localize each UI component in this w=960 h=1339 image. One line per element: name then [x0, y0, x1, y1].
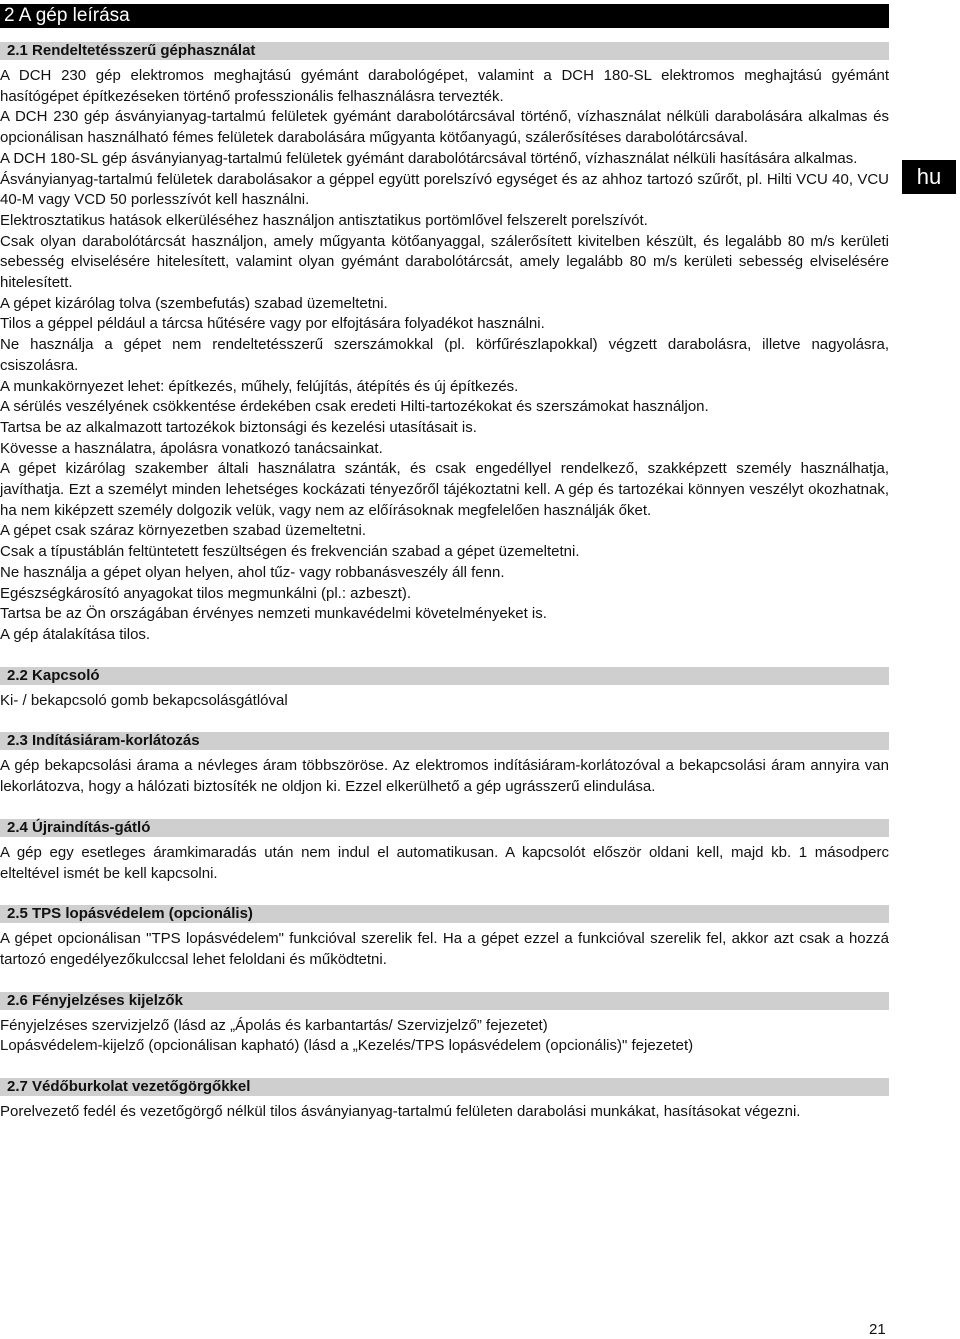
paragraph: A gépet kizárólag szakember általi használatra szánták, és csak engedéllyel rendelkező, szakképzett személy használhatja, javíthatja. Ezt a személyt minden lehetséges kockázati tényezőről tájékoztatni kell. A gép és tartozékai könnyen veszélyt okozhatnak, ha nem kiképzett személy dolgozik velük, vagy nem az előírásoknak megfelelően használják őket. [0, 460, 889, 519]
paragraph: Egészségkárosító anyagokat tilos megmunkálni (pl.: azbeszt). [0, 584, 412, 602]
paragraph: A gép átalakítása tilos. [0, 625, 151, 643]
paragraph: Ne használja a gépet nem rendeltetésszerű szerszámokkal (pl. körfűrészlapokkal) végzett darabolásra, illetve nagyolásra, csiszolásra. [0, 336, 889, 374]
section-heading: 2.3 Indításiáram-korlátozás [0, 732, 889, 750]
paragraph: Tartsa be az alkalmazott tartozékok biztonsági és kezelési utasításait is. [0, 418, 477, 436]
paragraph: A DCH 230 gép elektromos meghajtású gyémánt darabológépet, valamint a DCH 180-SL elektromos meghajtású gyémánt hasítógépet építkezéseken történő professzionális felhasználásra tervezték. [0, 67, 889, 105]
section-2-3 [0, 732, 889, 797]
paragraph: Porelvezető fedél és vezetőgörgő nélkül tilos ásványianyag-tartalmú felületen darabolási munkákat, hasításokat végezni. [0, 1103, 801, 1121]
section-heading: 2.7 Védőburkolat vezetőgörgőkkel [0, 1078, 889, 1096]
spacer [0, 711, 889, 732]
section-2-2 [0, 667, 889, 712]
spacer [0, 646, 889, 667]
section-heading: 2.1 Rendeltetésszerű géphasználat [0, 42, 889, 60]
paragraph: A gépet csak száraz környezetben szabad üzemeltetni. [0, 522, 367, 540]
section-heading: 2.5 TPS lopásvédelem (opcionális) [0, 905, 889, 923]
paragraph: A DCH 230 gép ásványianyag-tartalmú felületek gyémánt darabolótárcsával történő, vízhasználat nélküli darabolására alkalmas és opcionálisan használható fémes felületek darabolására műgyanta kötőanyagú, szálerősítéses darabolótárcsával. [0, 108, 889, 147]
page-content [0, 42, 889, 1123]
language-tab: hu [902, 160, 956, 194]
paragraph: A DCH 180-SL gép ásványianyag-tartalmú felületek gyémánt darabolótárcsával történő, vízhasználat nélküli hasítására alkalmas. [0, 149, 858, 167]
paragraph: Lopásvédelem-kijelző (opcionálisan kapható) (lásd a „Kezelés/TPS lopásvédelem (opcionális)" fejezetet) [0, 1037, 694, 1055]
paragraph: A gép bekapcsolási árama a névleges áram többszöröse. Az elektromos indításiáram-korlátozóval a bekapcsolási áram annyira van lekorlátozva, hogy a hálózati biztosíték ne oldjon ki. Ezzel elkerülhető a gép ugrásszerű elindulása. [0, 757, 889, 796]
paragraph: A sérülés veszélyének csökkentése érdekében csak eredeti Hilti-tartozékokat és szerszámokat használjon. [0, 398, 709, 416]
section-2-6 [0, 992, 889, 1057]
paragraph: Ne használja a gépet olyan helyen, ahol tűz- vagy robbanásveszély áll fenn. [0, 563, 505, 581]
paragraph: Ásványianyag-tartalmú felületek darabolásakor a géppel együtt porelszívó egységet és az ahhoz tartozó szűrőt, pl. Hilti VCU 40, VCU 40-M vagy VCD 50 porlesszívót kell használni. [0, 170, 889, 209]
section-2-5 [0, 905, 889, 970]
paragraph: Fényjelzéses szervizjelző (lásd az „Ápolás és karbantartás/ Szervizjelző” fejezetet) [0, 1016, 548, 1034]
paragraph: A gépet kizárólag tolva (szembefutás) szabad üzemeltetni. [0, 294, 388, 312]
paragraph: Csak olyan darabolótárcsát használjon, amely műgyanta kötőanyaggal, szálerősített kivitelben készült, és legalább 80 m/s kerületi sebesség elviselésére hitelesített, valamint olyan gyémánt darabolótárcsát, amely legalább 80 m/s kerületi sebesség elviselésére hitelesített. [0, 232, 889, 292]
paragraph: A gép egy esetleges áramkimaradás után nem indul el automatikusan. A kapcsolót először oldani kell, majd kb. 1 másodperc elteltével ismét be kell kapcsolni. [0, 843, 889, 882]
paragraph: Tartsa be az Ön országában érvényes nemzeti munkavédelmi követelményeket is. [0, 605, 547, 623]
section-2-1 [0, 42, 889, 646]
section-2-4 [0, 819, 889, 884]
chapter-title: 2 A gép leírása [0, 4, 889, 28]
spacer [0, 884, 889, 905]
section-2-7 [0, 1078, 889, 1123]
paragraph: A munkakörnyezet lehet: építkezés, műhely, felújítás, átépítés és új építkezés. [0, 377, 519, 395]
spacer [0, 798, 889, 819]
paragraph: Ki- / bekapcsoló gomb bekapcsolásgátlóval [0, 691, 288, 709]
paragraph: Elektrosztatikus hatások elkerüléséhez használjon antisztatikus portömlővel felszerelt porelszívót. [0, 211, 648, 229]
spacer [0, 1057, 889, 1078]
section-heading: 2.6 Fényjelzéses kijelzők [0, 992, 889, 1010]
spacer [0, 971, 889, 992]
page-number: 21 [869, 1321, 886, 1338]
section-heading: 2.2 Kapcsoló [0, 667, 889, 685]
section-heading: 2.4 Újraindítás-gátló [0, 819, 889, 837]
paragraph: Csak a típustáblán feltüntetett feszültségen és frekvencián szabad a gépet üzemeltetni. [0, 543, 580, 561]
paragraph: Tilos a géppel például a tárcsa hűtésére vagy por elfojtására folyadékot használni. [0, 315, 545, 333]
paragraph: Kövesse a használatra, ápolásra vonatkozó tanácsainkat. [0, 439, 383, 457]
paragraph: A gépet opcionálisan "TPS lopásvédelem" funkcióval szerelik fel. Ha a gépet ezzel a funkcióval szerelik fel, akkor azt csak a hozzá tartozó engedélyezőkulccsal lehet feloldani és működtetni. [0, 930, 889, 968]
